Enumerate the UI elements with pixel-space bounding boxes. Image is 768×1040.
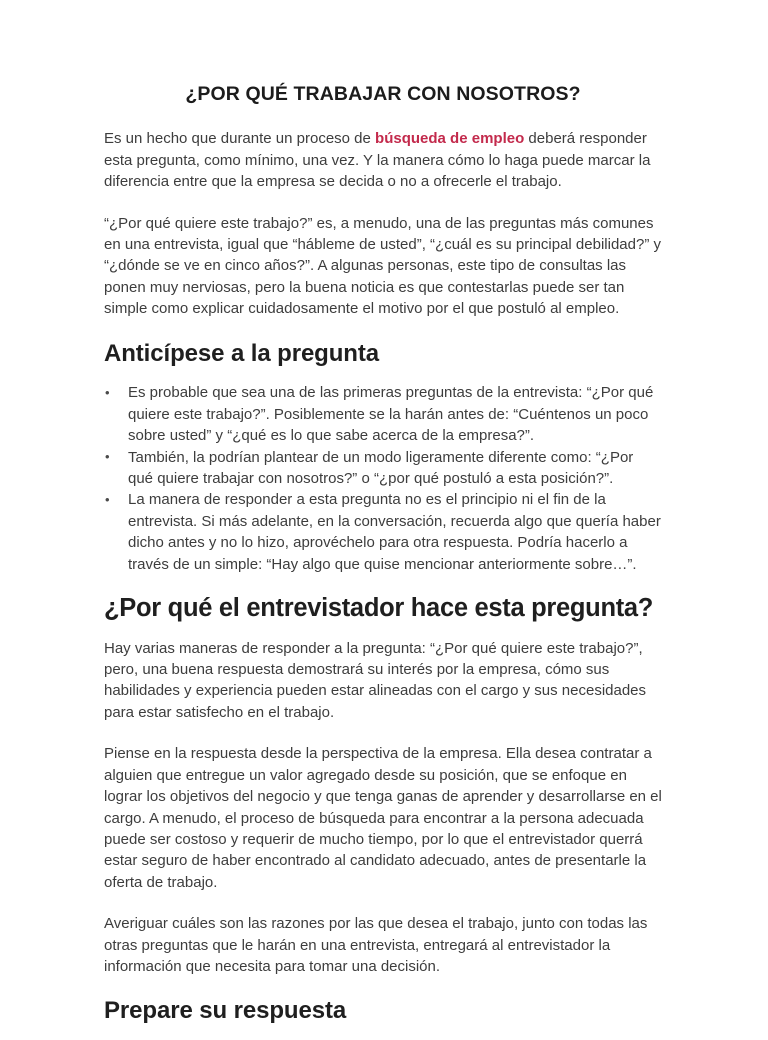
- heading-por-que-el-entrevistador-hace-esta-pregunta: ¿Por qué el entrevistador hace esta pregunta?: [104, 594, 654, 623]
- intro-paragraph-1: [104, 128, 662, 192]
- page-title: ¿POR QUÉ TRABAJAR CON NOSOTROS?: [185, 83, 581, 105]
- why-interviewer-paragraph-1: Hay varias maneras de responder a la pregunta: “¿Por qué quiere este trabajo?”, pero, una buena respuesta demostrará su interés por la empresa, cómo sus habilidades y experiencia pueden estar alineadas con el cargo y sus necesidades para estar satisfecho en el trabajo.: [104, 639, 647, 721]
- list-item: • La manera de responder a esta pregunta no es el principio ni el fin de la entrevista. Si más adelante, en la conversación, recuerda algo que quería haber dicho antes y no lo hizo, aprovéchelo para otra respuesta. Podría hacerlo a través de un simple: “Hay algo que quise mencionar anteriormente sobre…”.: [104, 489, 662, 575]
- intro-paragraph-1-text-before: Es un hecho que durante un proceso de: [104, 130, 376, 148]
- document-content: [104, 82, 662, 1040]
- heading-prepare-su-respuesta: Prepare su respuesta: [104, 997, 347, 1025]
- why-interviewer-paragraph-2: Piense en la respuesta desde la perspectiva de la empresa. Ella desea contratar a alguien que entregue un valor agregado desde su posición, que se enfoque en lograr los objetivos del negocio y que tenga ganas de aprender y desarrollarse en el cargo. A menudo, el proceso de búsqueda para encontrar a la persona adecuada puede ser costoso y requerir de mucho tiempo, por lo que el entrevistador querrá estar seguro de haber encontrado al candidato adecuado, antes de presentarle la oferta de trabajo.: [104, 745, 662, 891]
- highlighted-term-busqueda-de-empleo: búsqueda de empleo: [375, 130, 525, 148]
- heading-anticipese-a-la-pregunta: Anticípese a la pregunta: [104, 339, 380, 367]
- intro-paragraph-2: “¿Por qué quiere este trabajo?” es, a menudo, una de las preguntas más comunes en una entrevista, igual que “hábleme de usted”, “¿cuál es su principal debilidad?” y “¿dónde se ve en cinco años?”. A algunas personas, este tipo de consultas las ponen muy nerviosas, pero la buena noticia es que contestarlas puede ser tan simple como explicar cuidadosamente el motivo por el que postuló al empleo.: [104, 214, 661, 318]
- why-interviewer-paragraph-3: Averiguar cuáles son las razones por las que desea el trabajo, junto con todas las otras preguntas que le harán en una entrevista, entregará al entrevistador la información que necesita para tomar una decisión.: [104, 915, 648, 975]
- list-item: • Es probable que sea una de las primeras preguntas de la entrevista: “¿Por qué quiere este trabajo?”. Posiblemente se la harán antes de: “Cuéntenos un poco sobre usted” y “¿qué es lo que sabe acerca de la empresa?”.: [104, 382, 662, 446]
- list-item: • También, la podrían plantear de un modo ligeramente diferente como: “¿Por qué quiere trabajar con nosotros?” o “¿por qué postuló a esta posición?”.: [104, 447, 662, 490]
- intro-paragraph-1-text-after: deberá responder esta pregunta, como mínimo, una vez. Y la manera cómo lo haga puede marcar la diferencia entre que la empresa se decida o no a ofrecerle el trabajo.: [104, 130, 651, 191]
- anticipate-bullet-list: [104, 382, 662, 575]
